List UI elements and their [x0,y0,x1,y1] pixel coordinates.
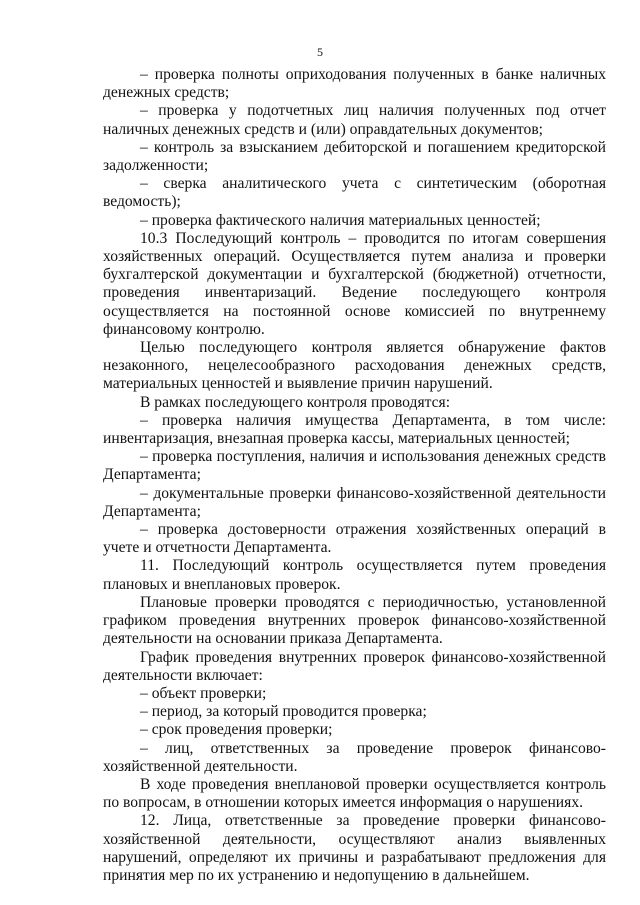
paragraph-4: – сверка аналитического учета с синтетическим (оборотная ведомость); [103,175,606,211]
paragraph-7: Целью последующего контроля является обнаружение фактов незаконного, нецелесообразного расходования денежных средств, материальных ценностей и выявление причин нарушений. [103,339,606,393]
paragraph-18: – срок проведения проверки; [140,721,333,739]
paragraph-3: – контроль за взысканием дебиторской и погашением кредиторской задолженности; [103,138,606,175]
paragraph-11: – документальные проверки финансово-хозяйственной деятельности Департамента; [103,484,606,520]
paragraph-1: – проверка полноты оприходования полученных в банке наличных денежных средств; [103,66,606,102]
paragraph-10: – проверка поступления, наличия и использования денежных средств Департамента; [103,448,606,484]
paragraph-5: – проверка фактического наличия материальных ценностей; [140,211,541,229]
paragraph-16: – объект проверки; [140,684,267,702]
paragraph-21: 12. Лица, ответственные за проведение проверки финансово-хозяйственной деятельности, осуществляют анализ выявленных нарушений, определяют их причины и разрабатывают предложения для принятия мер по их устранению и недопущению в дальнейшем. [103,812,606,884]
paragraph-14: Плановые проверки проводятся с периодичностью, установленной графиком проведения внутренних проверок финансово-хозяйственной деятельности на основании приказа Департамента. [103,593,606,648]
paragraph-20: В ходе проведения внеплановой проверки осуществляется контроль по вопросам, в отношении которых имеется информация о нарушениях. [103,775,606,812]
paragraph-13: 11. Последующий контроль осуществляется путем проведения плановых и внеплановых проверок. [103,557,606,593]
paragraph-15: График проведения внутренних проверок финансово-хозяйственной деятельности включает: [103,648,606,684]
paragraph-19: – лиц, ответственных за проведение проверок финансово-хозяйственной деятельности. [103,739,606,775]
page-number: 5 [317,45,323,59]
paragraph-9: – проверка наличия имущества Департамента, в том числе: инвентаризация, внезапная проверка кассы, материальных ценностей; [103,411,606,448]
document-body [103,66,606,885]
paragraph-6: 10.3 Последующий контроль – проводится по итогам совершения хозяйственных операций. Осуществляется путем анализа и проверки бухгалтерской документации и бухгалтерской (бюджетной) отчетности, проведения инвентаризаций. Ведение последующего контроля осуществляется на постоянной основе комиссией по внутреннему финансовому контролю. [103,229,606,338]
paragraph-2: – проверка у подотчетных лиц наличия полученных под отчет наличных денежных средств и (или) оправдательных документов; [103,102,606,138]
paragraph-8: В рамках последующего контроля проводятся: [140,393,451,411]
paragraph-17: – период, за который проводится проверка; [140,703,427,721]
paragraph-12: – проверка достоверности отражения хозяйственных операций в учете и отчетности Департамента. [103,521,606,557]
